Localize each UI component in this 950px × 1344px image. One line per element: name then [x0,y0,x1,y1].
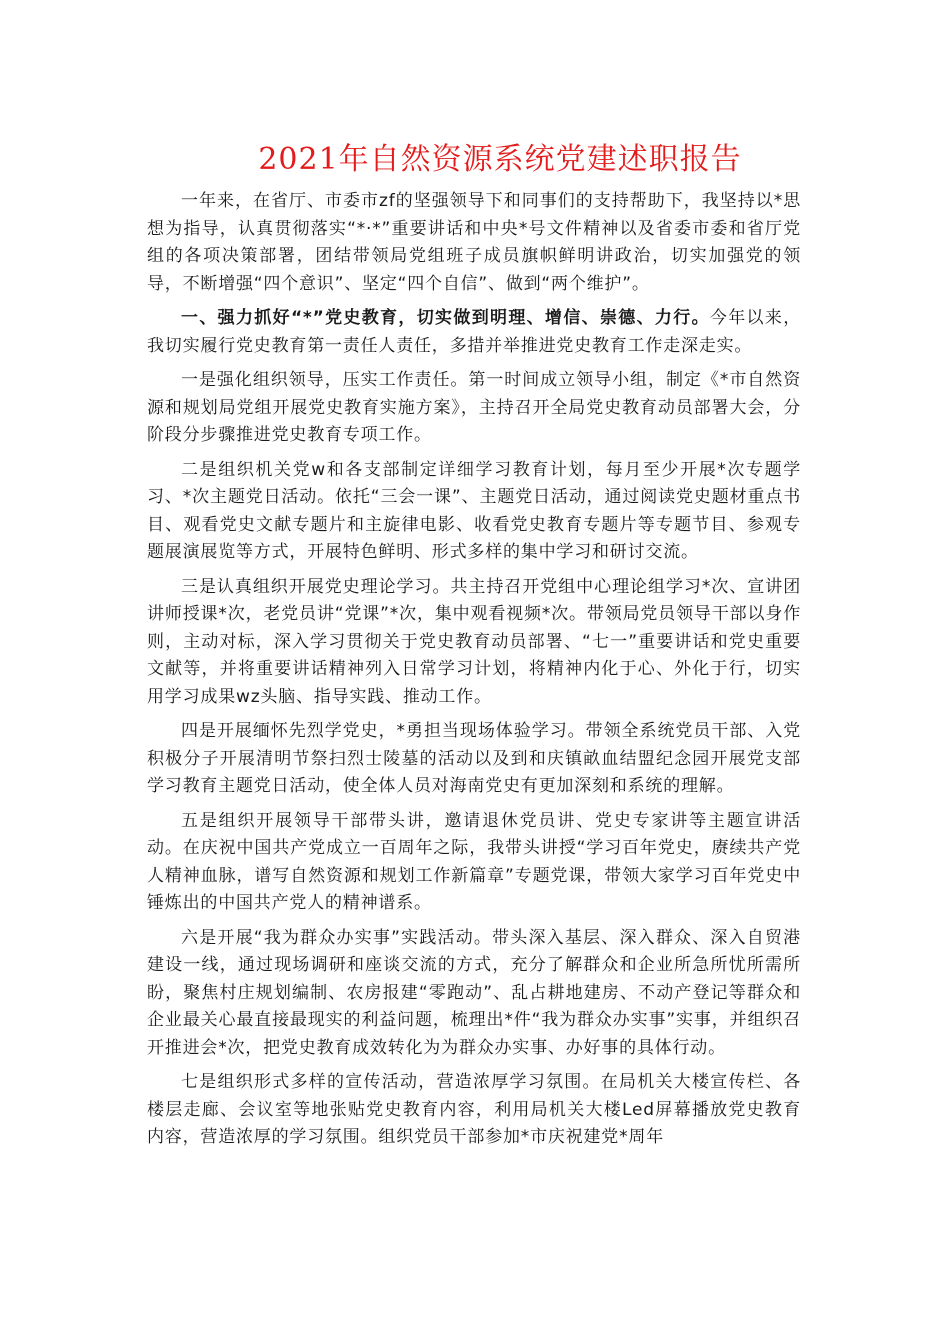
paragraph-text: 三是认真组织开展党史理论学习。共主持召开党组中心理论组学习*次、宣讲团讲师授课*次，老党员讲“党课”*次，集中观看视频*次。带领局党员领导干部以身作则，主动对标，深入学习贯彻关于党史教育动员部署、“七一”重要讲话和党史重要文献等，并将重要讲话精神列入日常学习计划，将精神内化于心、外化于行，切实用学习成果wz头脑、指导实践、推动工作。 [147,576,801,707]
document-body [147,188,801,1159]
paragraph-item-5 [147,808,801,918]
paragraph-text: 五是组织开展领导干部带头讲，邀请退休党员讲、党史专家讲等主题宣讲活动。在庆祝中国共产党成立一百周年之际，我带头讲授“学习百年党史，赓续共产党人精神血脉，谱写自然资源和规划工作新篇章”专题党课，带领大家学习百年党史中锤炼出的中国共产党人的精神谱系。 [147,810,801,913]
paragraph-item-6 [147,925,801,1063]
paragraph-text: 一是强化组织领导，压实工作责任。第一时间成立领导小组，制定《*市自然资源和规划局党组开展党史教育实施方案》，主持召开全局党史教育动员部署大会，分阶段分步骤推进党史教育专项工作。 [147,370,801,445]
paragraph-section-one [147,305,801,360]
paragraph-text: 今年以来，我切实履行党史教育第一责任人责任，多措并举推进党史教育工作走深走实。 [147,308,802,356]
paragraph-lead: 一、强力抓好“*”党史教育，切实做到明理、增信、崇德、力行。 [181,308,710,328]
paragraph-intro [147,188,801,298]
paragraph-text: 一年来，在省厅、市委市zf的坚强领导下和同事们的支持帮助下，我坚持以*思想为指导，认真贯彻落实“*·*”重要讲话和中央*号文件精神以及省委市委和省厅党组的各项决策部署，团结带领局党组班子成员旗帜鲜明讲政治，切实加强党的领导，不断增强“四个意识”、坚定“四个自信”、做到“两个维护”。 [147,191,801,294]
paragraph-item-2 [147,457,801,567]
paragraph-item-4 [147,718,801,801]
paragraph-text: 二是组织机关党w和各支部制定详细学习教育计划，每月至少开展*次专题学习、*次主题党日活动。依托“三会一课”、主题党日活动，通过阅读党史题材重点书目、观看党史文献专题片和主旋律电影、收看党史教育专题片等专题节目、参观专题展演展览等方式，开展特色鲜明、形式多样的集中学习和研讨交流。 [147,459,801,562]
document-title: 2021年自然资源系统党建述职报告 [258,142,742,177]
paragraph-item-7 [147,1069,801,1152]
paragraph-text: 六是开展“我为群众办实事”实践活动。带头深入基层、深入群众、深入自贸港建设一线，通过现场调研和座谈交流的方式，充分了解群众和企业所急所忧所需所盼，聚焦村庄规划编制、农房报建“零跑动”、乱占耕地建房、不动产登记等群众和企业最关心最直接最现实的利益问题，梳理出*件“我为群众办实事”实事，并组织召开推进会*次，把党史教育成效转化为为群众办实事、办好事的具体行动。 [147,927,801,1058]
paragraph-text: 七是组织形式多样的宣传活动，营造浓厚学习氛围。在局机关大楼宣传栏、各楼层走廊、会议室等地张贴党史教育内容，利用局机关大楼Led屏幕播放党史教育内容，营造浓厚的学习氛围。组织党员干部参加*市庆祝建党*周年 [147,1072,801,1147]
paragraph-item-3 [147,574,801,712]
paragraph-item-1 [147,367,801,450]
paragraph-text: 四是开展缅怀先烈学党史，*勇担当现场体验学习。带领全系统党员干部、入党积极分子开展清明节祭扫烈士陵墓的活动以及到和庆镇畝血结盟纪念园开展党支部学习教育主题党日活动，使全体人员对海南党史有更加深刻和系统的理解。 [147,721,801,796]
